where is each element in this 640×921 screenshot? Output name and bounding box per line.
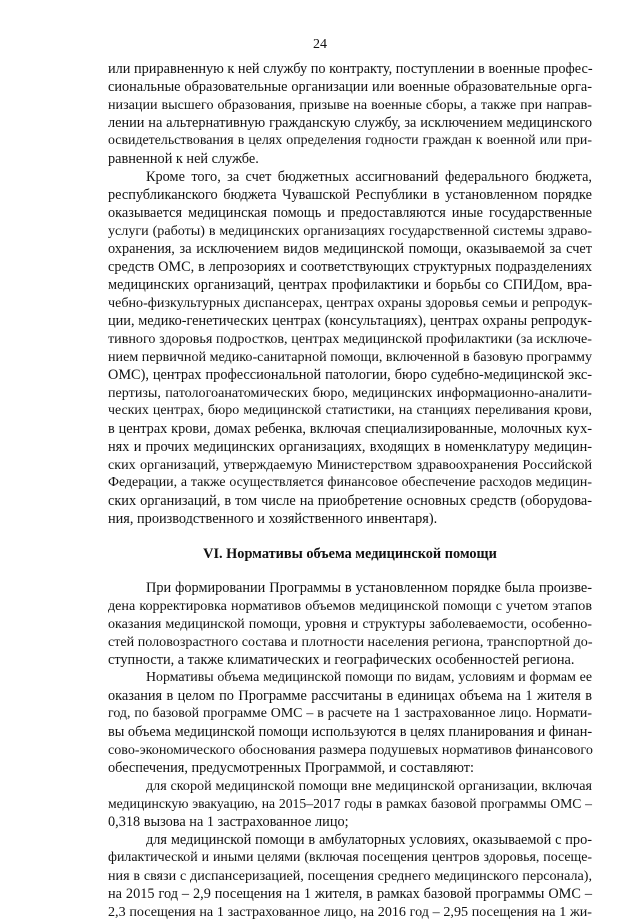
paragraph-line: Кроме того, за счет бюджетных ассигнований федерального бюджета, [146,169,592,185]
paragraph-line: освидетельствования в целях определения годности граждан к военной или при- [108,133,592,148]
paragraph-line: сово-экономического обоснования размера подушевых нормативов финансового [108,742,593,758]
paragraph-line: равненной к ней службе. [108,151,259,167]
paragraph-line: 2,3 посещения на 1 застрахованное лицо, на 2016 год – 2,95 посещения на 1 жи- [108,904,592,920]
paragraph-line: нием первичной медико-санитарной помощи, включенной в базовую программу [108,349,593,365]
paragraph-line: лении на альтернативную гражданскую службу, за исключением медицинского [108,115,592,131]
paragraph-line: низации высшего образования, призыве на военные сборы, а также при направ- [108,97,592,113]
paragraph-line: филактической и иными целями (включая посещения центров здоровья, посеще- [108,850,592,865]
paragraph-line: услуги (работы) в медицинских организациях государственной системы здраво- [108,223,592,239]
paragraph-line: нях и прочих медицинских организациях, входящих в номенклатуру медицин- [108,439,592,455]
paragraph-line: обеспечения, предусмотренных Программой, и составляют: [108,760,474,776]
paragraph-line: вы объема медицинской помощи используются в целях планирования и финан- [108,724,593,740]
paragraph-line: на 2015 год – 2,9 посещения на 1 жителя, в рамках базовой программы ОМС – [108,886,592,902]
paragraph-line: ции, медико-генетических центрах (консультациях), центрах охраны репродук- [108,313,592,329]
page-number: 24 [313,37,327,52]
paragraph-line: для медицинской помощи в амбулаторных условиях, оказываемой с про- [146,832,592,848]
paragraph-line: оказания медицинской помощи, уровня и структуры заболеваемости, особенно- [108,616,592,632]
paragraph-line: чебно-физкультурных диспансерах, центрах охраны здоровья семьи и репродук- [108,295,593,311]
paragraph-line: ОМС), центрах профессиональной патологии, бюро судебно-медицинской экс- [108,367,592,383]
paragraph-line: ческих центрах, бюро медицинской статистики, на станциях переливания крови, [108,403,592,418]
paragraph-line: тивного здоровья подростков, центрах медицинской профилактики (за исключе- [108,331,592,347]
paragraph-line: охранения, за исключением видов медицинской помощи, оказываемой за счет [108,241,592,257]
paragraph-line: ских организаций, утверждаемую Министерством здравоохранения Российской [108,457,592,473]
paragraph-line: дена корректировка нормативов объемов медицинской помощи с учетом этапов [108,598,592,614]
paragraph-line: 0,318 вызова на 1 застрахованное лицо; [108,814,349,830]
paragraph-line: ступности, а также климатических и географических особенностей региона. [108,652,575,668]
paragraph-line: сиональные образовательные организации или военные образовательные орга- [108,79,592,95]
paragraph-line: оказывается медицинская помощь и предоставляются иные государственные [108,205,592,221]
paragraph-line: в центрах крови, домах ребенка, включая специализированные, молочных кух- [108,421,592,437]
paragraph-line: медицинскую эвакуацию, на 2015–2017 годы в рамках базовой программы ОМС – [108,796,592,811]
paragraph-line: ских организаций, в том числе на приобретение основных средств (оборудова- [108,493,592,509]
paragraph-line: ния, производственного и хозяйственного инвентаря). [108,511,438,527]
paragraph-line: или приравненную к ней службу по контракту, поступлении в военные профес- [108,61,593,77]
paragraph-line: стей половозрастного состава и плотности населения региона, транспортной до- [108,634,593,650]
paragraph-line: Федерации, а также осуществляется финансовое обеспечение расходов медицин- [108,475,592,490]
paragraph-line: для скорой медицинской помощи вне медицинской организации, включая [146,778,592,794]
paragraph-line: Нормативы объема медицинской помощи по видам, условиям и формам ее [146,670,592,685]
paragraph-line: ния в связи с диспансеризацией, посещения среднего медицинского персонала), [108,868,592,884]
paragraph-line: средств ОМС, в лепрозориях и соответствующих структурных подразделениях [108,259,592,275]
paragraph-line: оказания в целом по Программе рассчитаны в единицах объема на 1 жителя в [108,688,592,704]
paragraph-line: пертизы, патологоанатомических бюро, медицинских информационно-аналити- [108,385,592,401]
section-heading: VI. Нормативы объема медицинской помощи [203,546,497,562]
paragraph-line: год, по базовой программе ОМС – в расчете на 1 застрахованное лицо. Нормати- [108,706,592,721]
paragraph-line: При формировании Программы в установленном порядке была произве- [146,580,592,596]
paragraph-line: республиканского бюджета Чувашской Республики в установленном порядке [108,187,592,203]
paragraph-line: медицинских организаций, центрах профилактики и борьбы со СПИДом, вра- [108,277,592,293]
